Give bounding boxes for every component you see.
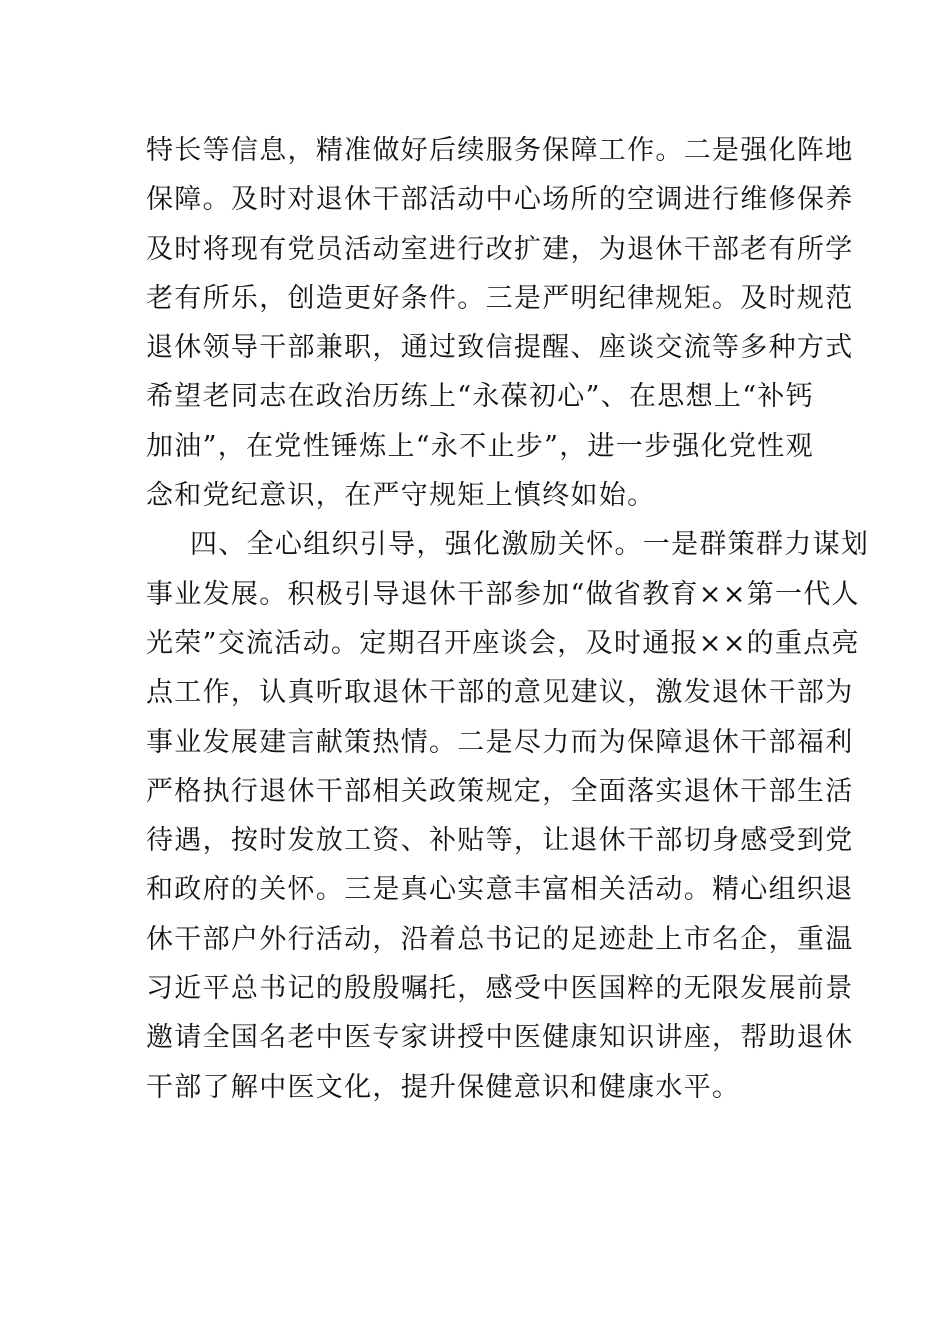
text-line-17: 休干部户外行活动，沿着总书记的足迹赴上市名企，重温 bbox=[146, 923, 854, 955]
text-line-16: 和政府的关怀。三是真心实意丰富相关活动。精心组织退 bbox=[146, 874, 854, 906]
section-heading-line: 四、全心组织引导，强化激励关怀。一是群策群力谋划 bbox=[190, 529, 870, 561]
text-line-2: 保障。及时对退休干部活动中心场所的空调进行维修保养 bbox=[146, 184, 854, 216]
text-line-8: 念和党纪意识，在严守规矩上慎终如始。 bbox=[146, 480, 656, 512]
text-line-3: 及时将现有党员活动室进行改扩建，为退休干部老有所学 bbox=[146, 233, 854, 265]
text-line-4: 老有所乐，创造更好条件。三是严明纪律规矩。及时规范 bbox=[146, 282, 854, 314]
text-line-7: 加油”，在党性锤炼上“永不止步”，进一步强化党性观 bbox=[146, 430, 814, 462]
text-line-5: 退休领导干部兼职，通过致信提醒、座谈交流等多种方式 bbox=[146, 332, 854, 364]
text-line-10: 事业发展。积极引导退休干部参加“做省教育××第一代人 bbox=[146, 578, 860, 610]
text-line-14: 严格执行退休干部相关政策规定，全面落实退休干部生活 bbox=[146, 775, 854, 807]
text-line-15: 待遇，按时发放工资、补贴等，让退休干部切身感受到党 bbox=[146, 825, 854, 857]
text-line-12: 点工作，认真听取退休干部的意见建议，激发退休干部为 bbox=[146, 677, 854, 709]
text-line-19: 邀请全国名老中医专家讲授中医健康知识讲座，帮助退休 bbox=[146, 1022, 854, 1054]
text-line-20: 干部了解中医文化，提升保健意识和健康水平。 bbox=[146, 1071, 741, 1103]
text-line-18: 习近平总书记的殷殷嘱托，感受中医国粹的无限发展前景 bbox=[146, 973, 854, 1005]
text-line-1: 特长等信息，精准做好后续服务保障工作。二是强化阵地 bbox=[146, 135, 854, 166]
text-line-11: 光荣”交流活动。定期召开座谈会，及时通报××的重点亮 bbox=[146, 627, 860, 659]
text-line-6: 希望老同志在政治历练上“永葆初心”、在思想上“补钙 bbox=[146, 381, 814, 413]
text-line-13: 事业发展建言献策热情。二是尽力而为保障退休干部福利 bbox=[146, 726, 854, 758]
document-body bbox=[146, 126, 870, 1112]
